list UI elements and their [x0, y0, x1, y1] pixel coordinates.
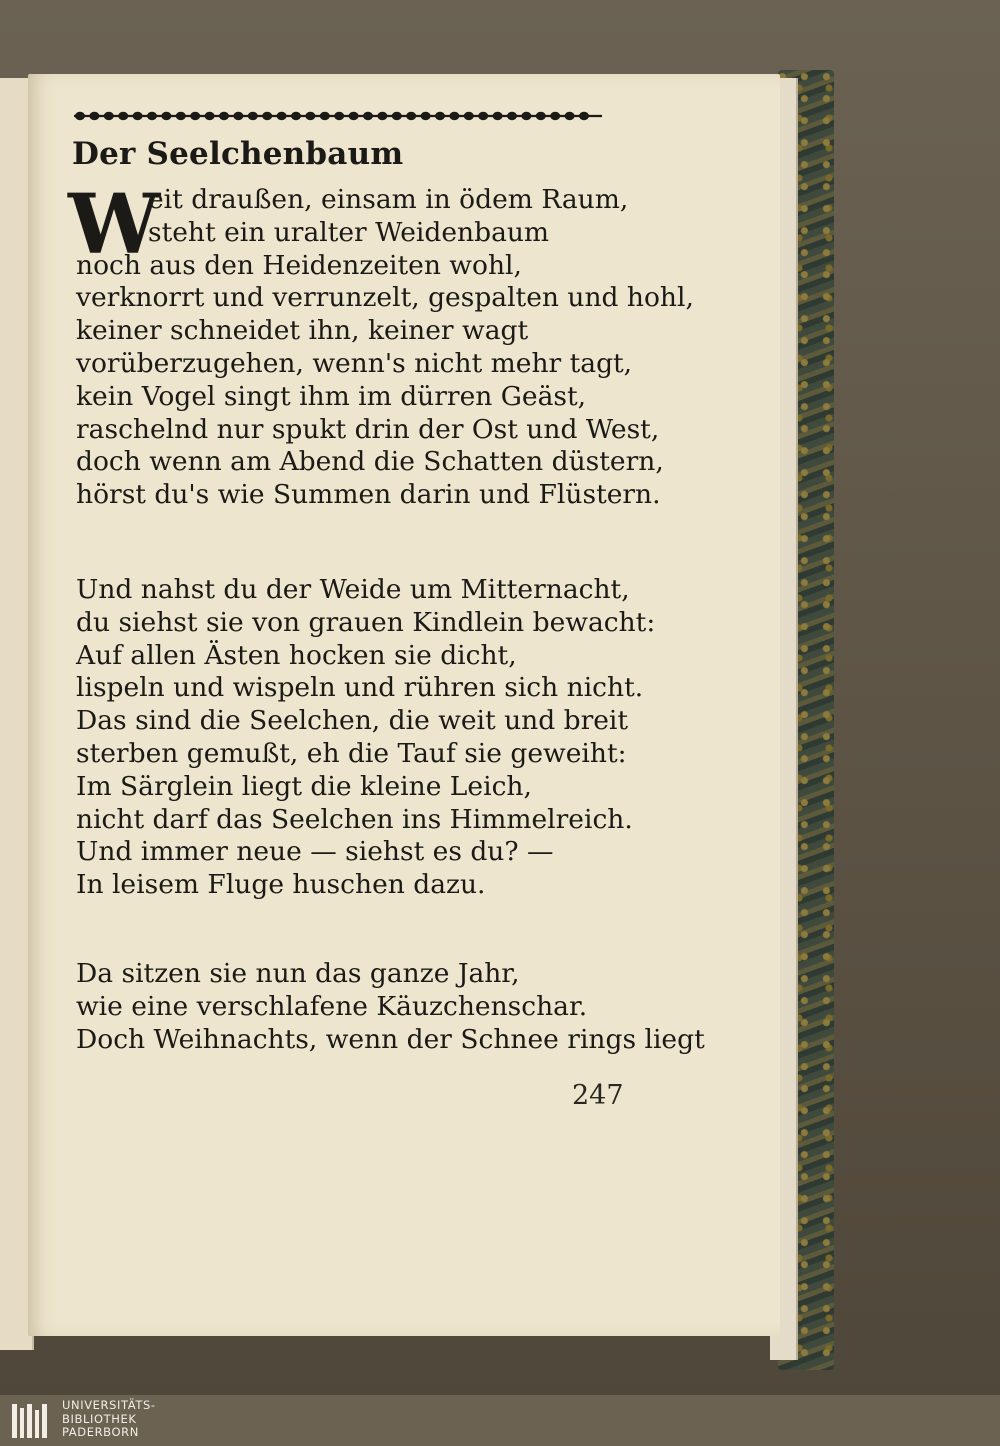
poem-line: hörst du's wie Summen darin und Flüstern. — [76, 479, 661, 511]
poem-line: Und immer neue — siehst es du? — — [76, 836, 554, 868]
poem-line: lispeln und wispeln und rühren sich nicht. — [76, 672, 644, 704]
ornament-bead — [277, 112, 287, 120]
library-name — [62, 1399, 156, 1440]
ornament-bead — [176, 112, 186, 120]
library-name-line: PADERBORN — [62, 1425, 139, 1439]
page-number: 247 — [572, 1080, 624, 1111]
ornament-bead — [464, 112, 474, 120]
ornament-bead — [219, 112, 229, 120]
ornament-bead — [334, 112, 344, 120]
ornament-bead — [89, 112, 99, 120]
poem-line: sterben gemußt, eh die Tauf sie geweiht: — [76, 738, 627, 769]
ornament-bead — [75, 112, 85, 120]
poem-line: Das sind die Seelchen, die weit und breit — [76, 705, 629, 737]
ornament-bead — [190, 112, 200, 120]
library-name-line: BIBLIOTHEK — [62, 1411, 137, 1426]
ornament-bead — [521, 112, 531, 120]
ornament-bead — [493, 112, 503, 120]
poem-line: nicht darf das Seelchen ins Himmelreich. — [76, 803, 633, 835]
ornament-bead — [421, 112, 431, 120]
poem-line: doch wenn am Abend die Schatten düstern, — [76, 446, 664, 478]
ornament-bead — [104, 112, 114, 120]
drop-cap-initial: W — [68, 177, 161, 273]
ornament-bead — [363, 112, 373, 120]
ornament-bead — [320, 112, 330, 120]
poem-line: Doch Weihnachts, wenn der Schnee rings liegt — [76, 1023, 705, 1055]
ornament-bead — [478, 112, 488, 120]
poem-line: noch aus den Heidenzeiten wohl, — [76, 249, 522, 281]
poem-line: eit draußen, einsam in ödem Raum, — [148, 184, 629, 215]
poem-line: verknorrt und verrunzelt, gespalten und hohl, — [76, 282, 694, 314]
ornament-bead — [536, 112, 546, 120]
ornament-bead — [118, 112, 128, 120]
ornament-bead — [550, 112, 560, 120]
library-logo-icon — [10, 1400, 50, 1442]
poem-line: In leisem Fluge huschen dazu. — [76, 869, 486, 901]
poem-line: Im Särglein liegt die kleine Leich, — [76, 770, 532, 802]
ornament-rule — [72, 110, 604, 122]
poem-line: Auf allen Ästen hocken sie dicht, — [76, 639, 517, 671]
ornament-bead — [305, 112, 315, 120]
ornament-bead — [349, 112, 359, 120]
ornament-bead — [133, 112, 143, 120]
library-name-line: UNIVERSITÄTS- — [62, 1398, 156, 1412]
ornament-bead — [291, 112, 301, 120]
ornament-bead — [147, 112, 157, 120]
ornament-bead — [205, 112, 215, 120]
poem-line: Und nahst du der Weide um Mitternacht, — [76, 574, 630, 605]
ornament-bead — [565, 112, 575, 120]
poem-line: raschelnd nur spukt drin der Ost und West, — [76, 413, 660, 445]
ornament-bead — [392, 112, 402, 120]
ornament-bead — [435, 112, 445, 120]
poem-line: kein Vogel singt ihm im dürren Geäst, — [76, 380, 587, 412]
ornament-bead — [377, 112, 387, 120]
ornament-bead — [161, 112, 171, 120]
poem-line: vorüberzugehen, wenn's nicht mehr tagt, — [76, 348, 633, 379]
poem-title: Der Seelchenbaum — [72, 136, 404, 172]
poem-line: wie eine verschlafene Käuzchenschar. — [76, 990, 588, 1022]
ornament-bead — [507, 112, 517, 120]
ornament-bead — [449, 112, 459, 120]
poem-line: Da sitzen sie nun das ganze Jahr, — [76, 958, 520, 989]
ornament-bead — [406, 112, 416, 120]
ornament-bead — [579, 112, 589, 120]
ornament-bead — [248, 112, 258, 120]
poem-line: keiner schneidet ihn, keiner wagt — [76, 315, 529, 347]
ornament-bead — [233, 112, 243, 120]
ornament-bead — [262, 112, 272, 120]
poem-line: steht ein uralter Weidenbaum — [148, 216, 550, 248]
poem-line: du siehst sie von grauen Kindlein bewacht: — [76, 606, 656, 638]
